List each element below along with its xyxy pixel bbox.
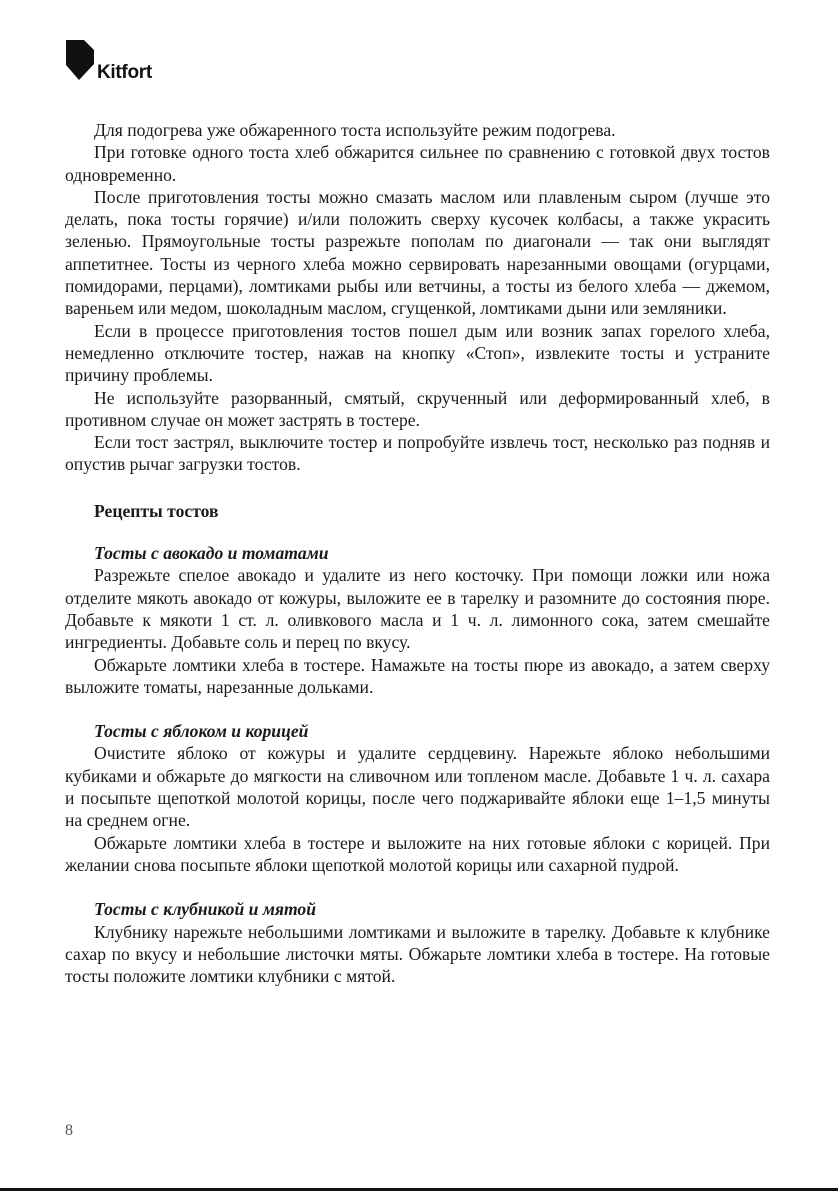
- brand-logo: [65, 38, 152, 82]
- recipe-title: Тосты с клубникой и мятой: [94, 899, 316, 920]
- paragraph: После приготовления тосты можно смазать маслом или плавленым сыром (лучше это делать, пока тосты горячие) и/или положить сверху кусочек колбасы, а также украсить зеленью. Прямоугольные тосты разрежьте пополам по диагонали — так они выглядят аппетитнее. Тосты из черного хлеба можно сервировать нарезанными овощами (огурцами, помидорами, перцами), ломтиками рыбы или ветчины, а тосты из белого хлеба — джемом, вареньем или медом, шоколадным маслом, сгущенкой, ломтиками дыни или земляники.: [65, 186, 770, 319]
- paragraph: Очистите яблоко от кожуры и удалите сердцевину. Нарежьте яблоко небольшими кубиками и обжарьте до мягкости на сливочном или топленом масле. Добавьте 1 ч. л. сахара и посыпьте щепоткой молотой корицы, после чего поджаривайте яблоки еще 1–1,5 минуты на среднем огне.: [65, 743, 770, 831]
- page-content: [65, 119, 770, 987]
- paragraph: Клубнику нарежьте небольшими ломтиками и выложите в тарелку. Добавьте к клубнике сахар по вкусу и небольшие листочки мяты. Обжарьте ломтики хлеба в тостере. На готовые тосты положите ломтики клубники с мятой.: [65, 921, 770, 987]
- recipe-apple: [65, 720, 770, 876]
- paragraph: Разрежьте спелое авокадо и удалите из него косточку. При помощи ложки или ножа отделите мякоть авокадо от кожуры, выложите ее в тарелку и разомните до состояния пюре. Добавьте к мякоти 1 ст. л. оливкового масла и 1 ч. л. лимонного сока, затем смешайте ингредиенты. Добавьте соль и перец по вкусу.: [65, 565, 770, 653]
- kitfort-logo-icon: [65, 38, 95, 82]
- brand-name: Kitfort: [97, 62, 152, 83]
- paragraph: Если тост застрял, выключите тостер и попробуйте извлечь тост, несколько раз подняв и опустив рычаг загрузки тостов.: [65, 432, 770, 475]
- recipe-title: Тосты с авокадо и томатами: [94, 543, 329, 564]
- paragraph: При готовке одного тоста хлеб обжарится сильнее по сравнению с готовкой двух тостов одновременно.: [65, 142, 770, 185]
- recipe-strawberry: [65, 898, 770, 987]
- paragraph: Если в процессе приготовления тостов пошел дым или возник запах горелого хлеба, немедленно отключите тостер, нажав на кнопку «Стоп», извлеките тосты и устраните причину проблемы.: [65, 320, 770, 386]
- paragraph: Не используйте разорванный, смятый, скрученный или деформированный хлеб, в противном случае он может застрять в тостере.: [65, 387, 770, 430]
- paragraph: Для подогрева уже обжаренного тоста используйте режим подогрева.: [94, 120, 616, 140]
- paragraph: Обжарьте ломтики хлеба в тостере. Намажьте на тосты пюре из авокадо, а затем сверху выложите томаты, нарезанные дольками.: [65, 654, 770, 697]
- recipe-avocado: [65, 542, 770, 698]
- page-number: 8: [65, 1122, 73, 1139]
- paragraph: Обжарьте ломтики хлеба в тостере и выложите на них готовые яблоки с корицей. При желании снова посыпьте яблоки щепоткой молотой корицы или сахарной пудрой.: [65, 832, 770, 875]
- recipe-title: Тосты с яблоком и корицей: [94, 721, 309, 742]
- section-heading-recipes: Рецепты тостов: [94, 500, 219, 521]
